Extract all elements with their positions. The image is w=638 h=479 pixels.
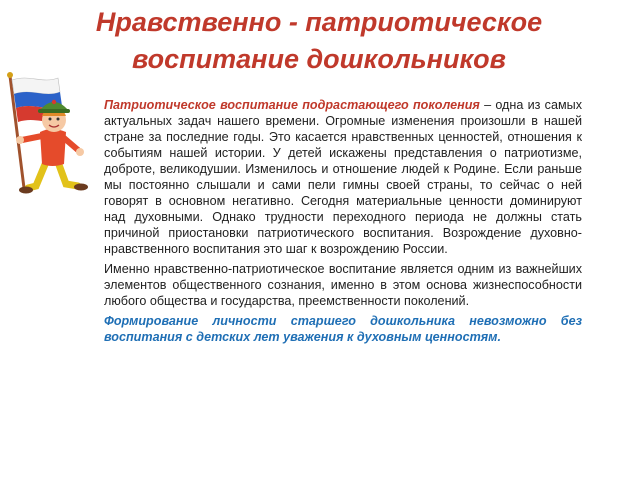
title-line-1: Нравственно - патриотическое (95, 7, 543, 37)
body-text (104, 97, 582, 349)
lead-phrase: Патриотическое воспитание подрастающего поколения (104, 98, 480, 112)
boy-with-russian-flag-icon (2, 70, 98, 198)
title-line-2: воспитание дошкольников (132, 44, 506, 74)
paragraph-1-text: – одна из самых актуальных задач нашего времени. Огромные изменения произошли в нашей стране за последние годы. Это касается нравственных ценностей, отношения к событиям нашей истории. У детей искажены представления о патриотизме, доброте, великодушии. Изменилось и отношение людей к Родине. Если раньше мы постоянно слышали и сами пели гимны своей страны, то сейчас о ней говорят в основном негативно. Сегодня материальные ценности доминируют над духовными. Однако трудности переходного периода не должны стать причиной приостановки патриотического воспитания. Возрождение духовно-нравственного воспитания это шаг к возрождению России. (104, 98, 582, 256)
paragraph-2: Именно нравственно-патриотическое воспитание является одним из важнейших элементов общественного сознания, именно в этом основа жизнеспособности любого общества и государства, преемственности поколений. (104, 262, 582, 308)
paragraph-1 (104, 97, 582, 257)
closing-statement: Формирование личности старшего дошкольника невозможно без воспитания с детских лет уважения к духовным ценностям. (104, 314, 582, 344)
slide-title (40, 4, 598, 78)
